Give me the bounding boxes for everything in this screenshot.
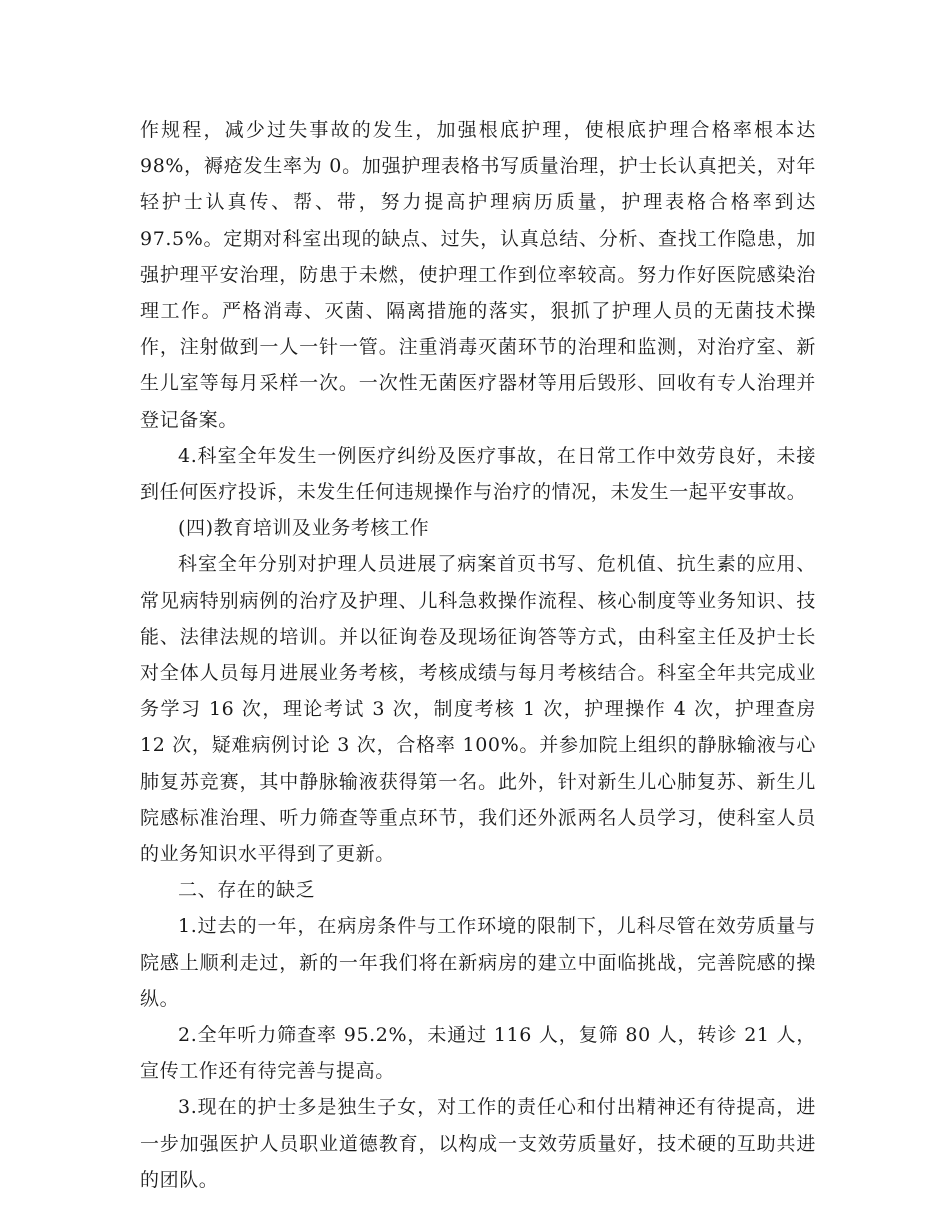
paragraph-item-4-safety: 4.科室全年发生一例医疗纠纷及医疗事故，在日常工作中效劳良好，未接到任何医疗投诉，未发生任何违规操作与治疗的情况，未发生一起平安事故。 xyxy=(140,444,816,504)
paragraph-training-details: 科室全年分别对护理人员进展了病案首页书写、危机值、抗生素的应用、常见病特别病例的治疗及护理、儿科急救操作流程、核心制度等业务知识、技能、法律法规的培训。并以征询卷及现场征询答等方式，由科室主任及护士长对全体人员每月进展业务考核，考核成绩与每月考核结合。科室全年共完成业务学习 16 次，理论考试 3 次，制度考核 1 次，护理操作 4 次，护理查房 12 次，疑难病例讨论 3 次，合格率 100%。并参加院上组织的静脉输液与心肺复苏竞赛，其中静脉输液获得第一名。此外，针对新生儿心肺复苏、新生儿院感标准治理、听力筛查等重点环节，我们还外派两名人员学习，使科室人员的业务知识水平得到了更新。 xyxy=(140,553,816,866)
section-heading-training: (四)教育培训及业务考核工作 xyxy=(178,517,430,540)
section-heading-shortcomings: 二、存在的缺乏 xyxy=(178,879,316,902)
paragraph-hygiene-quality: 作规程，减少过失事故的发生，加强根底护理，使根底护理合格率根本达 98%，褥疮发生率为 0。加强护理表格书写质量治理，护士长认真把关，对年轻护士认真传、帮、带，努力提高护理病历质量，护理表格合格率到达 97.5%。定期对科室出现的缺点、过失，认真总结、分析、查找工作隐患，加强护理平安治理，防患于未燃，使护理工作到位率较高。努力作好医院感染治理工作。严格消毒、灭菌、隔离措施的落实，狠抓了护理人员的无菌技术操作，注射做到一人一针一管。注重消毒灭菌环节的治理和监测，对治疗室、新生儿室等每月采样一次。一次性无菌医疗器材等用后毁形、回收有专人治理并登记备案。 xyxy=(140,119,816,431)
paragraph-shortcoming-2: 2.全年听力筛查率 95.2%，未通过 116 人，复筛 80 人，转诊 21 人，宣传工作还有待完善与提高。 xyxy=(140,1024,816,1083)
document-body xyxy=(140,112,816,1198)
paragraph-shortcoming-3: 3.现在的护士多是独生子女，对工作的责任心和付出精神还有待提高，进一步加强医护人员职业道德教育，以构成一支效劳质量好，技术硬的互助共进的团队。 xyxy=(140,1096,816,1191)
paragraph-shortcoming-1: 1.过去的一年，在病房条件与工作环境的限制下，儿科尽管在效劳质量与院感上顺利走过，新的一年我们将在新病房的建立中面临挑战，完善院感的操纵。 xyxy=(140,915,816,1010)
